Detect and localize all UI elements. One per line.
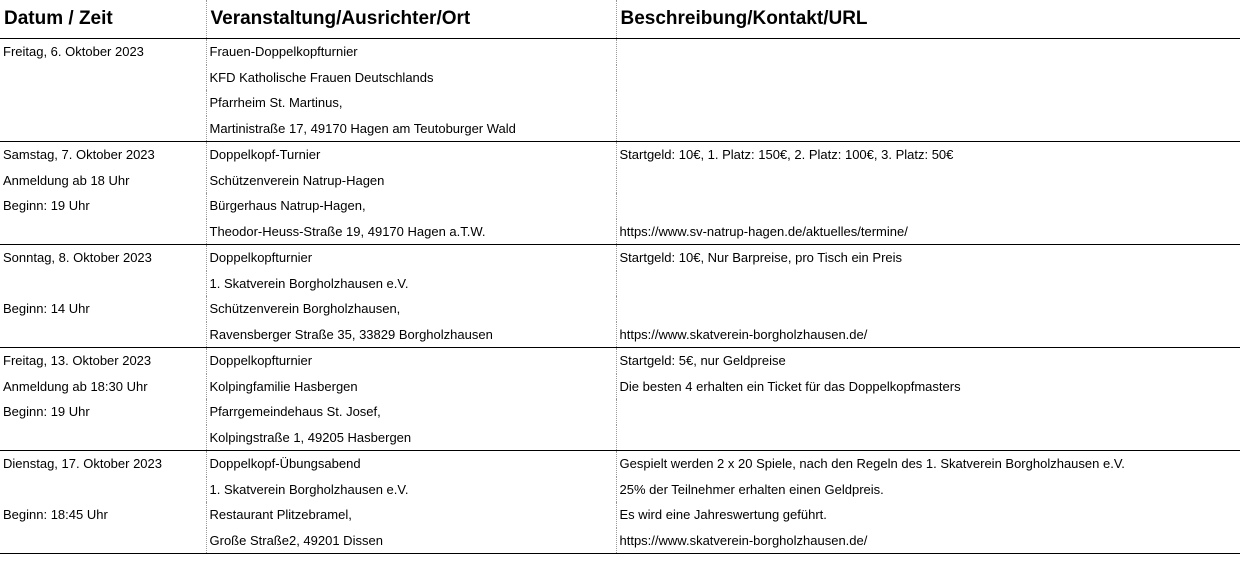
cell-description-url bbox=[616, 271, 1240, 297]
cell-event-venue: Pfarrheim St. Martinus, bbox=[206, 90, 616, 116]
table-row bbox=[0, 193, 1240, 219]
table-row bbox=[0, 219, 1240, 245]
cell-date-time bbox=[0, 477, 206, 503]
cell-date-time: Anmeldung ab 18 Uhr bbox=[0, 168, 206, 194]
cell-description-url: Es wird eine Jahreswertung geführt. bbox=[619, 507, 827, 523]
table-row bbox=[0, 528, 1240, 554]
table-row bbox=[0, 168, 1240, 194]
table-row bbox=[0, 348, 1240, 374]
table-row bbox=[0, 65, 1240, 91]
cell-description-url: https://www.skatverein-borgholzhausen.de/ bbox=[616, 528, 1240, 554]
table-row bbox=[0, 477, 1240, 503]
table-row bbox=[0, 502, 1240, 528]
table-row bbox=[0, 142, 1240, 168]
cell-description-url: Startgeld: 10€, Nur Barpreise, pro Tisch ein Preis bbox=[619, 250, 903, 266]
cell-event-venue: 1. Skatverein Borgholzhausen e.V. bbox=[206, 477, 616, 503]
cell-event-venue: Martinistraße 17, 49170 Hagen am Teutoburger Wald bbox=[206, 116, 616, 142]
table-row bbox=[0, 451, 1240, 477]
table-row bbox=[0, 322, 1240, 348]
cell-description-url: Startgeld: 10€, 1. Platz: 150€, 2. Platz: 100€, 3. Platz: 50€ bbox=[619, 147, 954, 163]
table-row bbox=[0, 245, 1240, 271]
cell-date-time bbox=[0, 528, 206, 554]
cell-description-url: Die besten 4 erhalten ein Ticket für das Doppelkopfmasters bbox=[619, 378, 961, 394]
cell-event-venue: Doppelkopfturnier bbox=[206, 245, 616, 271]
header-description-contact-url: Beschreibung/Kontakt/URL bbox=[616, 0, 1240, 39]
header-event-organizer-location: Veranstaltung/Ausrichter/Ort bbox=[206, 0, 616, 39]
cell-description-url bbox=[616, 425, 1240, 451]
events-table-body bbox=[0, 39, 1240, 554]
cell-date-time bbox=[0, 65, 206, 91]
cell-event-venue: Große Straße2, 49201 Dissen bbox=[206, 528, 616, 554]
cell-date-time: Freitag, 13. Oktober 2023 bbox=[0, 348, 206, 374]
cell-date-time bbox=[0, 322, 206, 348]
table-row bbox=[0, 271, 1240, 297]
cell-date-time: Sonntag, 8. Oktober 2023 bbox=[0, 245, 206, 271]
cell-description-url: Startgeld: 5€, nur Geldpreise bbox=[619, 353, 786, 369]
cell-event-venue: Bürgerhaus Natrup-Hagen, bbox=[206, 193, 616, 219]
cell-event-venue: Doppelkopfturnier bbox=[206, 348, 616, 374]
cell-description-url: 25% der Teilnehmer erhalten einen Geldpreis. bbox=[619, 481, 884, 497]
cell-description-url bbox=[616, 65, 1240, 91]
cell-event-venue: Doppelkopf-Übungsabend bbox=[206, 451, 616, 477]
cell-event-venue: Kolpingstraße 1, 49205 Hasbergen bbox=[206, 425, 616, 451]
cell-event-venue: Pfarrgemeindehaus St. Josef, bbox=[206, 399, 616, 425]
cell-description-url bbox=[616, 116, 1240, 142]
table-row bbox=[0, 425, 1240, 451]
cell-event-venue: Doppelkopf-Turnier bbox=[206, 142, 616, 168]
table-row bbox=[0, 374, 1240, 400]
cell-event-venue: Kolpingfamilie Hasbergen bbox=[206, 374, 616, 400]
header-row bbox=[0, 0, 1240, 39]
cell-date-time: Dienstag, 17. Oktober 2023 bbox=[0, 451, 206, 477]
cell-event-venue: KFD Katholische Frauen Deutschlands bbox=[206, 65, 616, 91]
cell-description-url bbox=[616, 90, 1240, 116]
cell-date-time: Beginn: 14 Uhr bbox=[0, 296, 206, 322]
header-date-time: Datum / Zeit bbox=[0, 0, 206, 39]
cell-description-url bbox=[616, 193, 1240, 219]
cell-event-venue: Frauen-Doppelkopfturnier bbox=[206, 39, 616, 65]
cell-description-url: https://www.sv-natrup-hagen.de/aktuelles/termine/ bbox=[616, 219, 1240, 245]
cell-date-time bbox=[0, 219, 206, 245]
cell-description-url bbox=[616, 39, 1240, 65]
table-row bbox=[0, 90, 1240, 116]
cell-date-time: Samstag, 7. Oktober 2023 bbox=[0, 142, 206, 168]
cell-date-time: Anmeldung ab 18:30 Uhr bbox=[0, 374, 206, 400]
cell-date-time bbox=[0, 90, 206, 116]
cell-event-venue: 1. Skatverein Borgholzhausen e.V. bbox=[206, 271, 616, 297]
cell-description-url bbox=[616, 296, 1240, 322]
cell-date-time bbox=[0, 425, 206, 451]
cell-date-time bbox=[0, 116, 206, 142]
cell-event-venue: Ravensberger Straße 35, 33829 Borgholzhausen bbox=[206, 322, 616, 348]
cell-description-url bbox=[616, 399, 1240, 425]
table-row bbox=[0, 296, 1240, 322]
table-row bbox=[0, 39, 1240, 65]
cell-description-url: https://www.skatverein-borgholzhausen.de/ bbox=[616, 322, 1240, 348]
cell-description-url bbox=[616, 168, 1240, 194]
table-row bbox=[0, 399, 1240, 425]
cell-event-venue: Schützenverein Natrup-Hagen bbox=[206, 168, 616, 194]
cell-event-venue: Theodor-Heuss-Straße 19, 49170 Hagen a.T.W. bbox=[206, 219, 616, 245]
cell-date-time: Beginn: 19 Uhr bbox=[0, 193, 206, 219]
cell-description-url: Gespielt werden 2 x 20 Spiele, nach den Regeln des 1. Skatverein Borgholzhausen e.V. bbox=[619, 456, 1125, 472]
table-row bbox=[0, 116, 1240, 142]
cell-event-venue: Schützenverein Borgholzhausen, bbox=[206, 296, 616, 322]
cell-event-venue: Restaurant Plitzebramel, bbox=[206, 502, 616, 528]
cell-date-time bbox=[0, 271, 206, 297]
cell-date-time: Freitag, 6. Oktober 2023 bbox=[0, 39, 206, 65]
cell-date-time: Beginn: 19 Uhr bbox=[0, 399, 206, 425]
cell-date-time: Beginn: 18:45 Uhr bbox=[0, 502, 206, 528]
